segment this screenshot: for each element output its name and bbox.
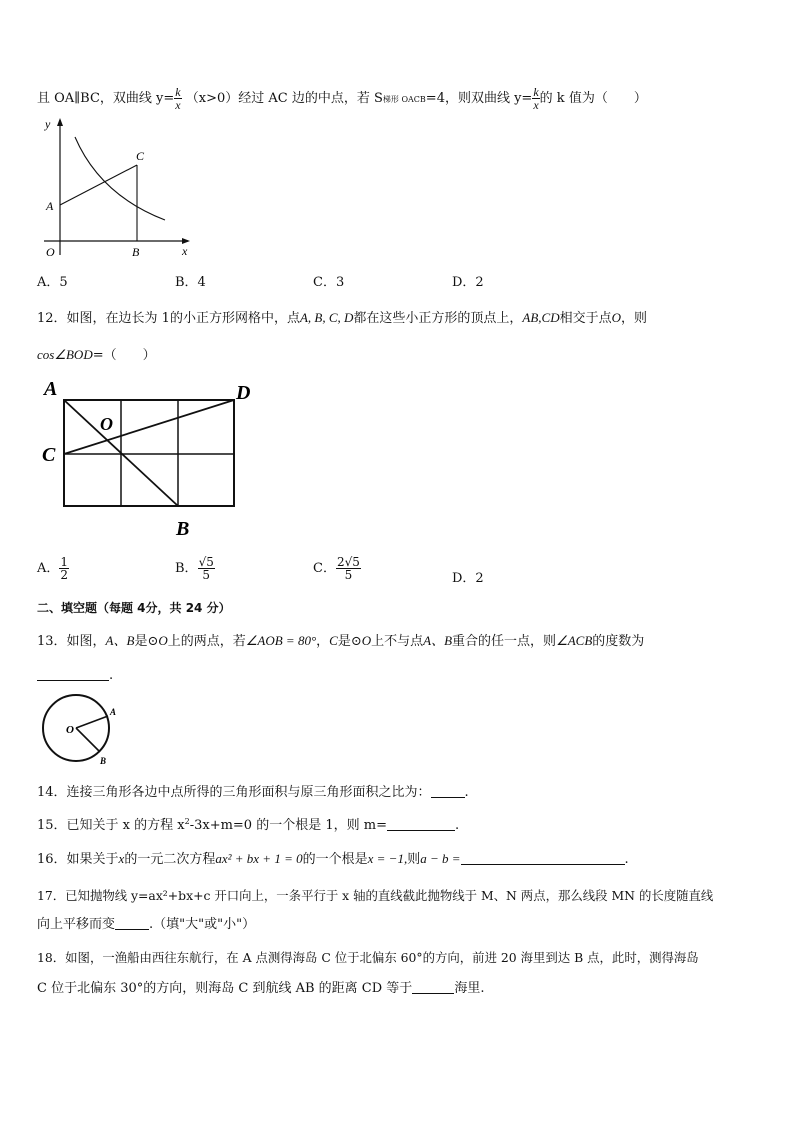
q12-choice-a[interactable]: A． $\frac{1}{2}$ (37, 555, 69, 582)
label-a: A (44, 378, 58, 400)
q13-answer-line: . (37, 668, 113, 683)
label-c: C (136, 149, 145, 163)
q13-figure (38, 690, 128, 770)
label-b: B (132, 245, 140, 259)
q11-choice-b[interactable]: B．4 (175, 275, 206, 290)
label-y: y (45, 117, 51, 131)
q12-text-2: cos∠BOD=（ ） (37, 347, 156, 363)
label-b: B (176, 518, 190, 540)
section-heading: 二、填空题（每题 4分，共 24 分） (37, 601, 231, 615)
label-a: A (110, 707, 117, 717)
segment-cd (64, 400, 234, 454)
hyperbola-curve (75, 137, 165, 220)
label-o: O (100, 414, 113, 434)
label-c: C (42, 444, 56, 466)
q11-figure (30, 115, 200, 260)
q18-text-1: 18．如图，一渔船由西往东航行，在 A 点测得海岛 C 位于北偏东 60°的方向，前进 20 海里到达 B 点，此时，测得海岛 (37, 950, 699, 965)
y-axis-arrow (57, 118, 63, 126)
q11-choice-d[interactable]: D．2 (452, 275, 484, 290)
q14-text: 14．连接三角形各边中点所得的三角形面积与原三角形面积之比为： . (37, 785, 469, 800)
q18-text-2: C 位于北偏东 30°的方向，则海岛 C 到航线 AB 的距离 CD 等于 海里. (37, 981, 485, 996)
fraction-k-over-x-2: $\frac{k}{x}$ (533, 85, 539, 112)
q15-text: 15．已知关于 x 的方程 $x^2-3x+m=0$ 的一个根是 1，则 m= . (37, 817, 460, 833)
q13-answer-blank[interactable] (37, 668, 109, 681)
q15-answer-blank[interactable] (387, 818, 455, 831)
q17-answer-blank[interactable] (115, 917, 149, 930)
q12-figure (38, 375, 268, 545)
label-a: A (46, 199, 54, 213)
label-d: D (236, 382, 251, 404)
fraction-k-over-x: $\frac{k}{x}$ (175, 85, 181, 112)
label-o: O (66, 724, 74, 736)
q14-answer-blank[interactable] (431, 785, 465, 798)
q12-text: 12．如图，在边长为 1的小正方形网格中，点A, B, C, D都在这些小正方形的顶点上，AB,CD相交于点O，则 (37, 310, 648, 326)
q11-choice-a[interactable]: A．5 (37, 275, 68, 290)
q17-text-1: 17．已知抛物线 y=ax²+bx+c 开口向上，一条平行于 x 轴的直线截此抛物线于 M、N 两点，那么线段 MN 的长度随直线 (37, 888, 714, 903)
q18-answer-blank[interactable] (412, 981, 454, 994)
label-b: B (100, 756, 107, 766)
q12-choice-c[interactable]: C． $\frac{2√5}{5}$ (313, 555, 360, 582)
q12-choice-d[interactable]: D．2 (452, 571, 484, 586)
q12-choice-b[interactable]: B． $\frac{√5}{5}$ (175, 555, 214, 582)
radius-ob (76, 728, 100, 752)
radius-oa (76, 716, 108, 728)
q16-answer-blank[interactable] (461, 852, 625, 865)
q16-text: 16．如果关于x的一元二次方程ax² + bx + 1 = 0的一个根是x = −1,则a − b = . (37, 851, 629, 867)
grid-outer (64, 400, 234, 506)
q11-choice-c[interactable]: C．3 (313, 275, 345, 290)
label-o: O (46, 245, 55, 259)
q13-text: 13．如图，A、B是⊙O上的两点，若∠AOB = 80°，C是⊙O上不与点A、B重合的任一点，则∠ACB的度数为 (37, 633, 645, 649)
q11-text: 且 OA∥BC，双曲线 y= $\frac{k}{x}$ （x>0）经过 AC 边的中点，若 S梯形 OACB=4，则双曲线 y= $\frac{k}{x}$ 的 k 值为（ ） (37, 85, 647, 112)
q17-text-2: 向上平移而变 .（填"大"或"小"） (37, 917, 256, 932)
label-x: x (182, 244, 188, 258)
